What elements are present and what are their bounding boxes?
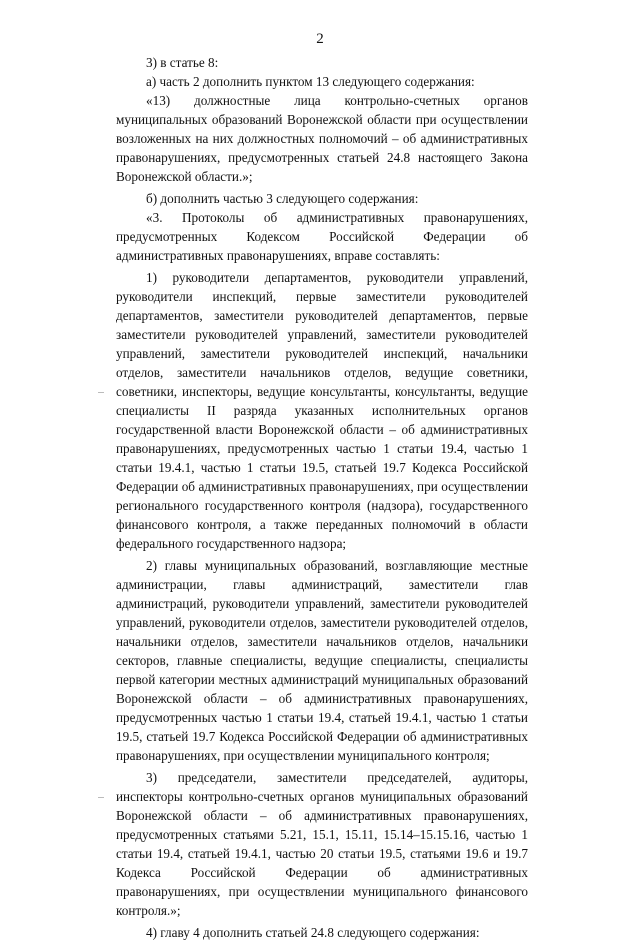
margin-scan-mark [98, 392, 104, 393]
paragraph-item-13: «13) должностные лица контрольно-счетных органов муниципальных образований Воронежской области при осуществлении возложенных на них должностных полномочий – об административных правонарушениях, предусмотренных статьей 24.8 настоящего Закона Воронежской области.»; [116, 93, 528, 184]
paragraph-chapter-4-amendment: 4) главу 4 дополнить статьей 24.8 следующего содержания: [146, 925, 480, 940]
paragraph-item-2: 2) главы муниципальных образований, возглавляющие местные администрации, главы администраций, заместители глав администраций, руководители управлений, заместители руководителей управлений, руководители отделов, заместители руководителей отделов, начальники отделов, заместители начальников отделов, начальники секторов, главные специалисты, ведущие специалисты, специалисты первой категории местных администраций муниципальных образований Воронежской области – об административных правонарушениях, предусмотренных частью 1 статьи 19.4, статьей 19.4.1, частью 1 статьи 19.5, статьей 19.7 Кодекса Российской Федерации об административных правонарушениях, при осуществлении муниципального контроля; [116, 558, 528, 763]
paragraph-item-3: 3) председатели, заместители председателей, аудиторы, инспекторы контрольно-счетных органов муниципальных образований Воронежской области – об административных правонарушениях, предусмотренных статьями 5.21, 15.1, 15.11, 15.14–15.15.16, частью 1 статьи 19.4, статьей 19.4.1, частью 20 статьи 19.5, статьями 19.6 и 19.7 Кодекса Российской Федерации об административных правонарушениях, при осуществлении муниципального финансового контроля.»; [116, 770, 528, 918]
page-number: 2 [316, 31, 324, 47]
paragraph-part-2-amendment: а) часть 2 дополнить пунктом 13 следующего содержания: [146, 74, 475, 89]
document-body [116, 53, 528, 942]
paragraph-article-8-intro: 3) в статье 8: [146, 55, 219, 70]
paragraph-protocols-intro: «3. Протоколы об административных правонарушениях, предусмотренных Кодексом Российской Федерации об административных правонарушениях, вправе составлять: [116, 210, 528, 263]
paragraph-part-3-amendment: б) дополнить частью 3 следующего содержания: [146, 191, 419, 206]
margin-scan-mark [98, 797, 104, 798]
paragraph-item-1: 1) руководители департаментов, руководители управлений, руководители инспекций, первые заместители руководителей департаментов, заместители руководителей департаментов, первые заместители руководителей управлений, заместители руководителей управлений, заместители руководителей инспекций, начальники отделов, заместители начальников отделов, ведущие советники, советники, инспекторы, ведущие консультанты, консультанты, ведущие специалисты II разряда указанных исполнительных органов государственной власти Воронежской области – об административных правонарушениях, предусмотренных частью 1 статьи 19.4, частью 1 статьи 19.4.1, частью 1 статьи 19.5, статьей 19.7 Кодекса Российской Федерации об административных правонарушениях, при осуществлении регионального государственного контроля (надзора), государственного финансового контроля, а также переданных полномочий в области федерального государственного надзора; [116, 270, 528, 551]
